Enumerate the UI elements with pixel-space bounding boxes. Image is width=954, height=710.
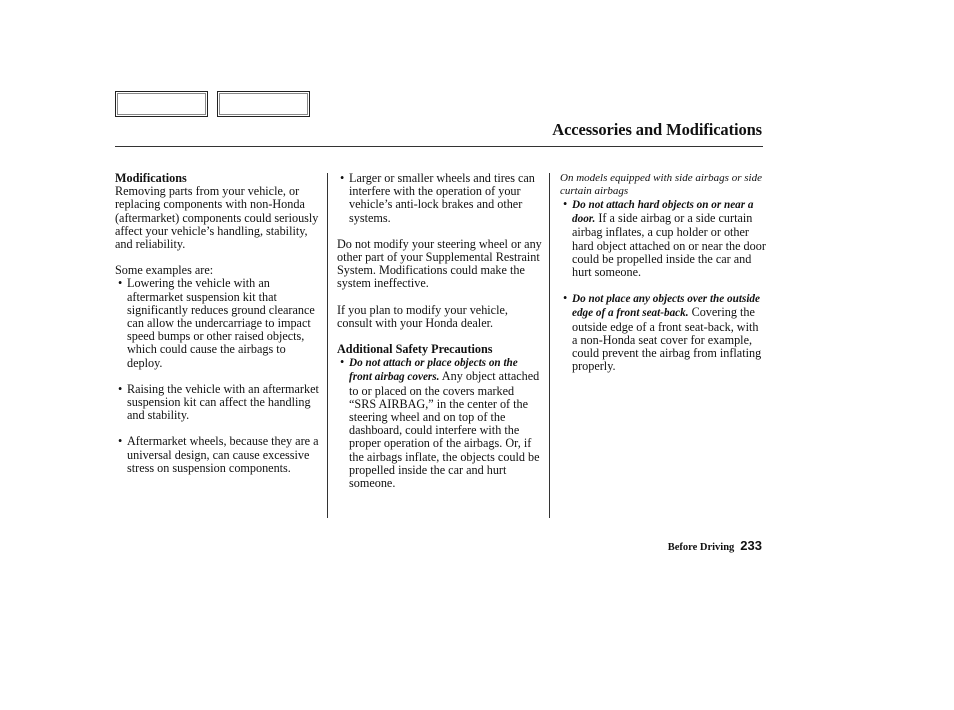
safety-list <box>337 356 543 490</box>
list-item: • Aftermarket wheels, because they are a universal design, can cause excessive stress on suspension components. <box>115 435 321 475</box>
door-text: If a side airbag or a side curtain airbag inflates, a cup holder or other hard object attached on or near the door could be propelled inside the car and hurt someone. <box>572 211 766 280</box>
list-item <box>560 198 766 279</box>
list-item: • Larger or smaller wheels and tires can interfere with the operation of your vehicle’s anti-lock brakes and other systems. <box>337 172 543 225</box>
modifications-heading: Modifications <box>115 171 187 185</box>
modifications-intro: Removing parts from your vehicle, or replacing components with non-Honda (aftermarket) components could seriously affect your vehicle’s handling, stability, and reliability. <box>115 184 319 252</box>
page-number: 233 <box>740 538 762 553</box>
examples-list <box>115 277 321 475</box>
seatback-text: Covering the outside edge of a front seat-back, with a non-Honda seat cover for example, could prevent the airbag from inflating properly. <box>572 305 762 374</box>
nav-tab-button-2[interactable] <box>217 91 310 117</box>
safety-emphasis: Do not attach or place objects on the front airbag covers. <box>349 357 518 384</box>
column-2 <box>337 172 543 490</box>
header-rule <box>115 146 763 147</box>
page-footer <box>668 537 762 555</box>
footer-section-label: Before Driving <box>667 542 735 553</box>
column-divider-1 <box>327 173 328 518</box>
dealer-paragraph: If you plan to modify your vehicle, consult with your Honda dealer. <box>337 302 508 330</box>
column-3 <box>560 172 766 373</box>
list-item <box>337 356 543 490</box>
door-emphasis: Do not attach hard objects on or near a door. <box>572 199 754 226</box>
column-1 <box>115 172 321 475</box>
side-airbag-list <box>560 198 766 373</box>
srs-paragraph: Do not modify your steering wheel or any other part of your Supplemental Restraint System. Modifications could make the system ineffective. <box>337 236 542 291</box>
list-item: • Lowering the vehicle with an aftermarket suspension kit that significantly reduces ground clearance can allow the undercarriage to impact speed bumps or other raised objects, which could cause the airbags to deploy. <box>115 277 321 369</box>
list-item <box>560 292 766 373</box>
safety-text: Any object attached to or placed on the covers marked “SRS AIRBAG,” in the center of the steering wheel and on top of the dashboard, could interfere with the proper operation of the airbags. Or, if the airbags inflate, the objects could be propelled inside the car and hurt someone. <box>349 369 540 491</box>
wheels-list <box>337 172 543 225</box>
list-item: • Raising the vehicle with an aftermarket suspension kit can affect the handling and stability. <box>115 383 321 423</box>
side-airbag-note: On models equipped with side airbags or side curtain airbags <box>560 172 762 197</box>
seatback-emphasis: Do not place any objects over the outside edge of a front seat-back. <box>572 293 760 320</box>
column-divider-2 <box>549 173 550 518</box>
safety-heading: Additional Safety Precautions <box>337 342 493 357</box>
examples-lead: Some examples are: <box>115 263 214 278</box>
nav-tab-button-1[interactable] <box>115 91 208 117</box>
section-title: Accessories and Modifications <box>552 120 762 139</box>
